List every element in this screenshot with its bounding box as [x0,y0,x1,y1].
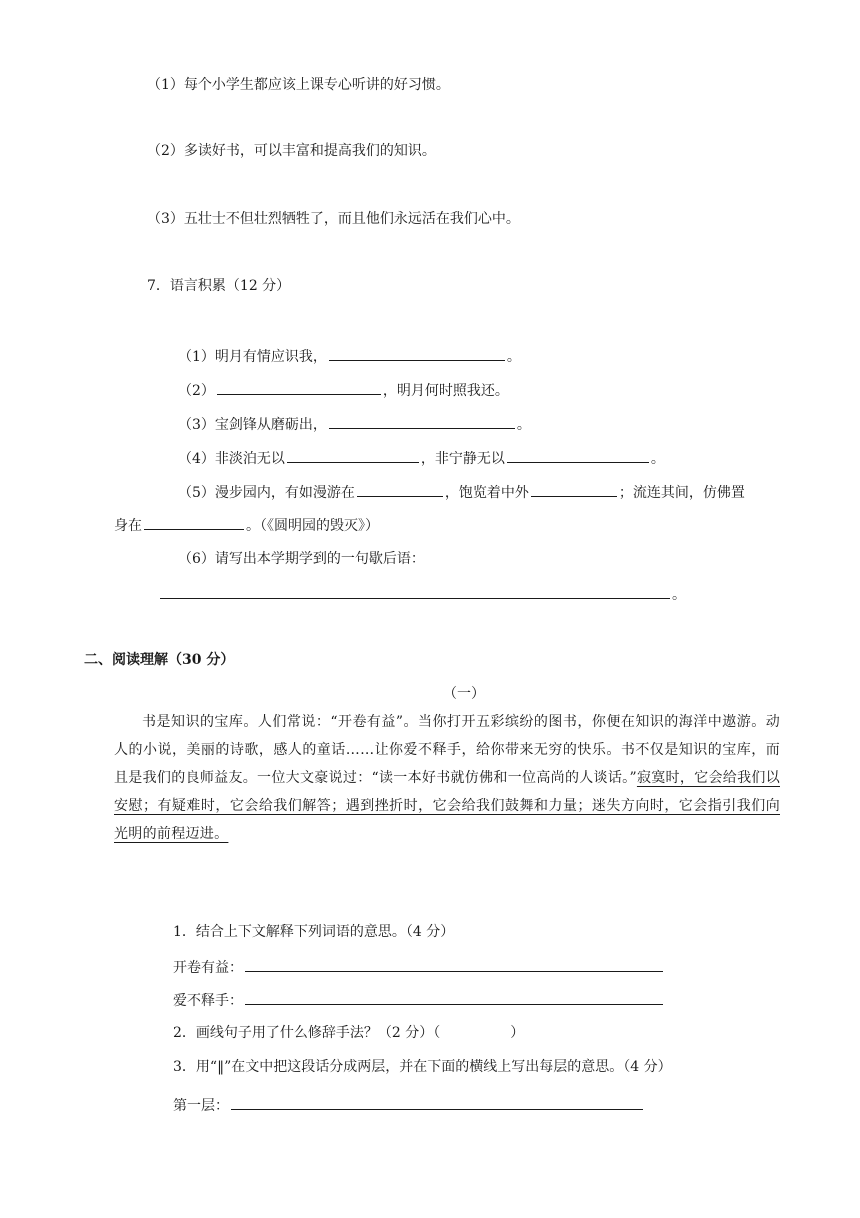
reading-passage [114,708,780,848]
section-2-subtitle: （一） [443,686,485,702]
q7-line-3-text: （3）宝剑锋从磨砺出， [178,417,327,433]
question-1: 1．结合上下文解释下列词语的意思。（4 分） [173,924,455,940]
answer-blank[interactable] [245,956,663,972]
blank[interactable] [531,481,617,497]
answer-blank[interactable] [231,1094,643,1110]
q7-line-6: （6）请写出本学期学到的一句歇后语： [178,551,425,567]
q7-line-6-end: 。 [672,587,686,603]
question-2: 2．画线句子用了什么修辞手法？（2 分）（ ） [173,1025,525,1041]
q7-line-5-text-a: （5）漫步园内，有如漫游在 [178,485,355,501]
blank[interactable] [144,514,244,530]
q7-line-4-end: 。 [650,451,665,467]
question-3-a-label: 第一层： [173,1098,229,1114]
question-1-a-label: 开卷有益： [173,960,243,976]
q7-title: 7．语言积累（12 分） [147,278,291,294]
blank[interactable] [357,481,443,497]
question-3: 3．用“‖”在文中把这段话分成两层，并在下面的横线上写出每层的意思。（4 分） [173,1059,672,1075]
item-1: （1）每个小学生都应该上课专心听讲的好习惯。 [147,77,450,93]
q7-line-5-text-e: 。（《圆明园的毁灭》） [246,518,379,534]
question-1-a [173,956,665,978]
passage-underlined-text: 寂寞时，它会给我们以安慰；有疑难时，它会给我们解答；遇到挫折时，它会给我们鼓舞和力量；迷失方向时，它会指引我们向光明的前程迈进。 [114,770,780,842]
q7-line-2 [178,379,509,401]
q7-line-5-text-d: 身在 [114,518,142,534]
q7-line-1-end: 。 [506,349,521,365]
blank[interactable] [507,447,649,463]
answer-blank[interactable] [245,989,663,1005]
answer-blank[interactable] [160,583,670,599]
q7-line-3-end: 。 [516,417,531,433]
item-3: （3）五壮士不但壮烈牺牲了，而且他们永远活在我们心中。 [147,211,520,227]
q7-line-5 [178,481,745,503]
q7-line-4-text-b: ，非宁静无以 [420,451,505,467]
question-3-a [173,1094,645,1116]
blank[interactable] [287,447,419,463]
q7-line-3 [178,413,531,435]
q7-line-4-text-a: （4）非淡泊无以 [178,451,285,467]
question-1-b [173,989,665,1011]
section-2-title: 二、阅读理解（30 分） [84,652,235,668]
q7-line-4 [178,447,665,469]
q7-line-5-text-c: ；流连其间，仿佛置 [618,485,745,501]
q7-line-2-end: ，明月何时照我还。 [382,383,509,399]
q7-line-2-text: （2） [178,383,215,399]
passage-text: 书是知识的宝库。人们常说：“开卷有益”。当你打开五彩缤纷的图书，你便在知识的海洋中遨游。动人的小说，美丽的诗歌，感人的童话……让你爱不释手，给你带来无穷的快乐。书不仅是知识的宝库，而且是我们的良师益友。一位大文豪说过：“读一本好书就仿佛和一位高尚的人谈话。” [114,714,780,786]
q7-line-1 [178,345,521,367]
question-1-b-label: 爱不释手： [173,993,243,1009]
q7-line-5-text-b: ，饱览着中外 [444,485,529,501]
item-2: （2）多读好书，可以丰富和提高我们的知识。 [147,143,436,159]
blank[interactable] [329,345,505,361]
blank[interactable] [329,413,515,429]
q7-line-5-cont [114,514,379,536]
blank[interactable] [217,379,381,395]
q7-line-1-text: （1）明月有情应识我， [178,349,327,365]
q7-line-6-answer [158,583,686,605]
